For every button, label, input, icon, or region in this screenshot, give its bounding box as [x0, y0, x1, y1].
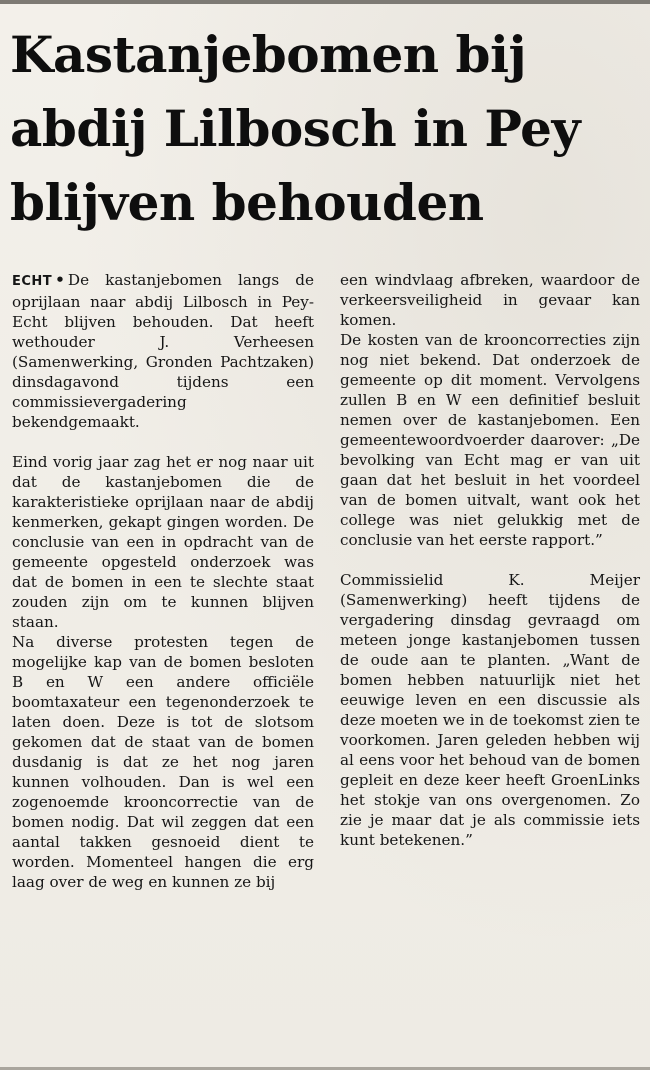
clipping-top-edge — [0, 0, 650, 4]
headline-line-3: blijven behouden — [10, 173, 484, 232]
body-paragraph: De kosten van de krooncorrecties zijn nog niet bekend. Dat onderzoek de gemeente op dit moment. Vervolgens zullen B en W een definitief besluit nemen over de kastanjebomen. Een gemeentewoordvoerder daarover: „De bevolking van Echt mag er van uit gaan dat het besluit in het voordeel van de bomen uitvalt, want ook het college was niet gelukkig met de conclusie van het eerste rapport.” — [340, 331, 640, 549]
article-column-left — [12, 270, 314, 892]
body-paragraph: een windvlaag afbreken, waardoor de verkeersveiligheid in gevaar kan komen. — [340, 271, 640, 329]
headline-line-2: abdij Lilbosch in Pey — [10, 99, 580, 158]
body-paragraph: Commissielid K. Meijer (Samenwerking) heeft tijdens de vergadering dinsdag gevraagd om meteen jonge kastanjebomen tussen de oude aan te planten. „Want de bomen hebben natuurlijk niet het eeuwige leven en een discussie als deze moeten we in de toekomst zien te voorkomen. Jaren geleden hebben wij al eens voor het behoud van de bomen gepleit en deze keer heeft GroenLinks het stokje van ons overgenomen. Zo zie je maar dat je als commissie iets kunt betekenen.” — [340, 571, 640, 849]
headline-line-1: Kastanjebomen bij — [10, 25, 527, 84]
article-headline — [10, 18, 640, 240]
article-column-right — [340, 270, 640, 850]
dateline-bullet: • — [55, 271, 65, 289]
body-paragraph: Na diverse protesten tegen de mogelijke kap van de bomen besloten B en W een andere officiële boomtaxateur een tegenonderzoek te laten doen. Deze is tot de slotsom gekomen dat de staat van de bomen dusdanig is dat ze het nog jaren kunnen volhouden. Dan is wel een zogenoemde krooncorrectie van de bomen nodig. Dat wil zeggen dat een aantal takken gesnoeid dient te worden. Momenteel hangen die erg laag over de weg en kunnen ze bij — [12, 633, 314, 891]
dateline: ECHT — [12, 274, 53, 289]
lead-text: De kastanjebomen langs de oprijlaan naar abdij Lilbosch in Pey-Echt blijven behouden. Dat heeft wethouder J. Verheesen (Samenwerking, Gronden Pachtzaken) dinsdagavond tijdens een commissievergadering bekendgemaakt. — [12, 271, 314, 431]
lead-paragraph — [12, 270, 314, 432]
body-paragraph: Eind vorig jaar zag het er nog naar uit dat de kastanjebomen die de karakteristieke oprijlaan naar de abdij kenmerken, gekapt gingen worden. De conclusie van een in opdracht van de gemeente opgesteld onderzoek was dat de bomen in een te slechte staat zouden zijn om te kunnen blijven staan. — [12, 453, 314, 631]
